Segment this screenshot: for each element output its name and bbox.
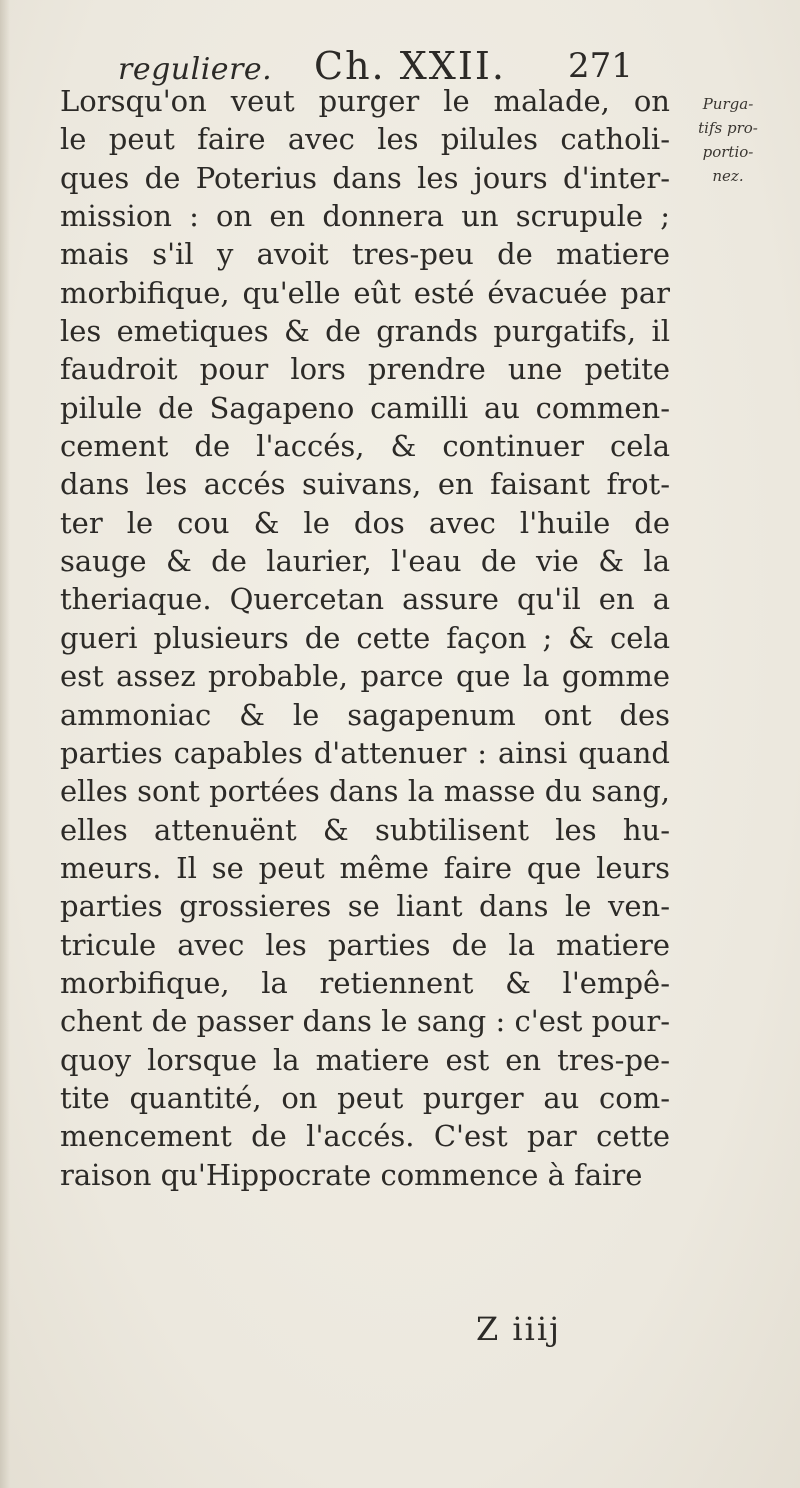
margin-note bbox=[688, 92, 768, 188]
text-line: ter le cou & le dos avec l'huile de bbox=[60, 505, 670, 540]
page-edge-shadow bbox=[0, 0, 10, 1488]
page-number: 271 bbox=[568, 46, 633, 86]
margin-note-line: Purga- bbox=[702, 95, 754, 113]
text-line: cement de l'accés, & continuer cela bbox=[60, 429, 670, 464]
text-line: parties capables d'attenuer : ainsi quand bbox=[60, 735, 670, 770]
text-line: theriaque. Quercetan assure qu'il en a bbox=[60, 582, 670, 617]
margin-note-line: tifs pro- bbox=[698, 119, 758, 137]
text-line: parties grossieres se liant dans le ven- bbox=[60, 889, 670, 924]
text-line: mission : on en donnera un scrupule ; bbox=[60, 199, 670, 234]
text-line: le peut faire avec les pilules catholi- bbox=[60, 122, 670, 157]
text-line: mais s'il y avoit tres-peu de matiere bbox=[60, 237, 670, 272]
text-line: morbifique, la retiennent & l'empê- bbox=[60, 965, 670, 1000]
text-line: ques de Poterius dans les jours d'inter- bbox=[60, 160, 670, 195]
chapter-heading: Ch. XXII. bbox=[314, 44, 506, 88]
text-line: faudroit pour lors prendre une petite bbox=[60, 352, 670, 387]
body-text bbox=[60, 82, 670, 1194]
text-line: les emetiques & de grands purgatifs, il bbox=[60, 314, 670, 349]
text-line: est assez probable, parce que la gomme bbox=[60, 659, 670, 694]
running-title: reguliere. bbox=[118, 52, 273, 87]
text-line: elles sont portées dans la masse du sang, bbox=[60, 774, 670, 809]
text-line: tricule avec les parties de la matiere bbox=[60, 927, 670, 962]
text-line: tite quantité, on peut purger au com- bbox=[60, 1080, 670, 1115]
text-line: chent de passer dans le sang : c'est pour- bbox=[60, 1004, 670, 1039]
text-line: ammoniac & le sagapenum ont des bbox=[60, 697, 670, 732]
text-line: meurs. Il se peut même faire que leurs bbox=[60, 850, 670, 885]
text-line: gueri plusieurs de cette façon ; & cela bbox=[60, 620, 670, 655]
text-line: morbifique, qu'elle eût esté évacuée par bbox=[60, 275, 670, 310]
text-line: elles attenuënt & subtilisent les hu- bbox=[60, 812, 670, 847]
text-line: sauge & de laurier, l'eau de vie & la bbox=[60, 544, 670, 579]
text-line: dans les accés suivans, en faisant frot- bbox=[60, 467, 670, 502]
text-line: mencement de l'accés. C'est par cette bbox=[60, 1119, 670, 1154]
margin-note-line: nez. bbox=[712, 167, 744, 185]
text-line: pilule de Sagapeno camilli au commen- bbox=[60, 390, 670, 425]
text-line: Lorsqu'on veut purger le malade, on bbox=[60, 84, 670, 118]
signature-mark: Z iiij bbox=[476, 1310, 562, 1348]
text-line: quoy lorsque la matiere est en tres-pe- bbox=[60, 1042, 670, 1077]
margin-note-line: portio- bbox=[702, 143, 754, 161]
text-line: raison qu'Hippocrate commence à faire bbox=[60, 1157, 643, 1192]
